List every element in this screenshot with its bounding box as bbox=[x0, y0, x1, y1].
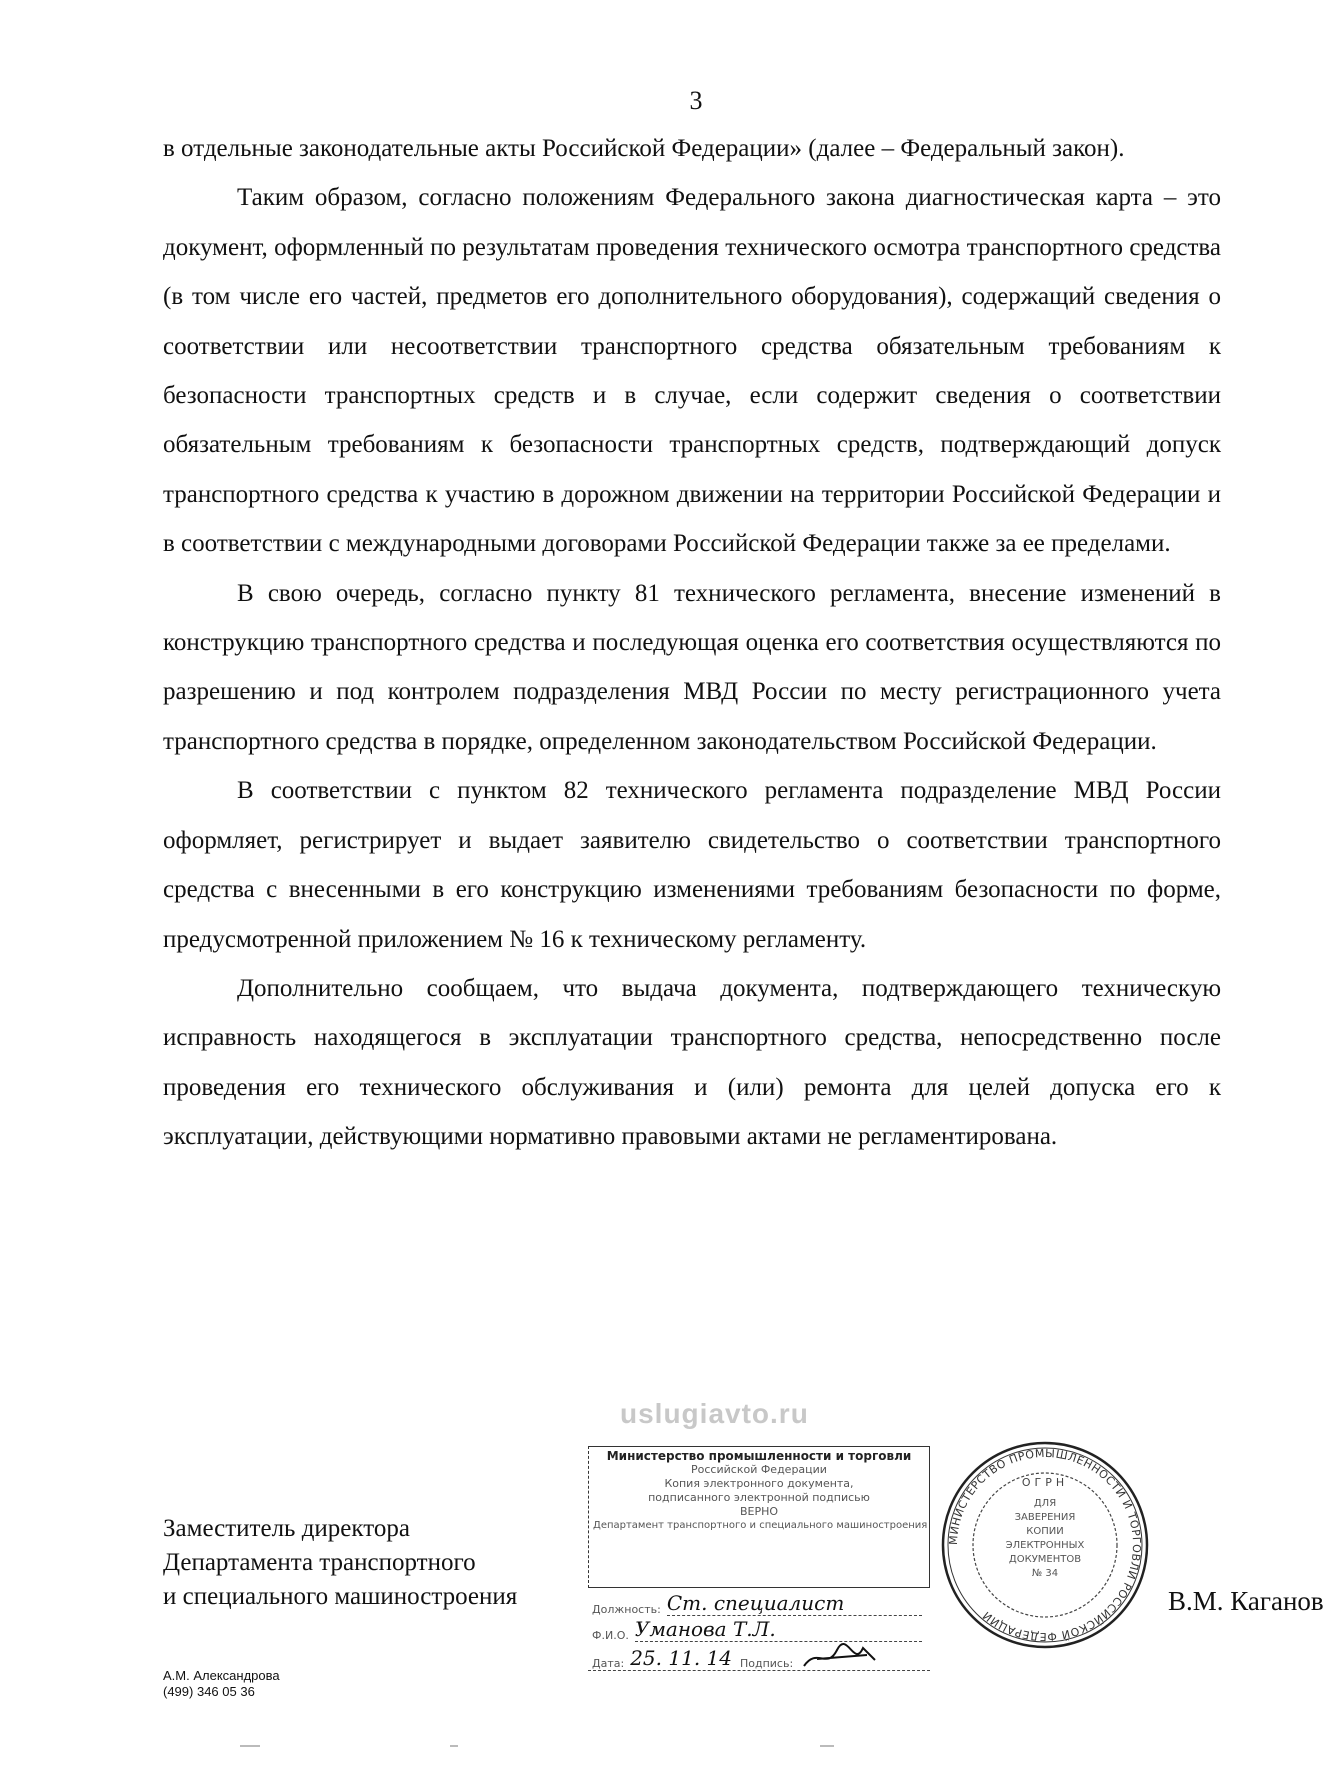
scan-artifact bbox=[820, 1745, 834, 1747]
stamp-date-label: Дата: bbox=[592, 1657, 625, 1670]
handwritten-signature-icon bbox=[799, 1642, 879, 1670]
stamp-name-value: Уманова Т.Л. bbox=[635, 1617, 922, 1642]
stamp-position-row bbox=[588, 1590, 930, 1616]
letter-body bbox=[163, 124, 1221, 1162]
paragraph-additional-info: Дополнительно сообщаем, что выдача документа, подтверждающего техническую исправность находящегося в эксплуатации транспортного средства, непосредственно после проведения его технического обслуживания и (или) ремонта для целей допуска его к эксплуатации, действующими нормативно правовыми актами не регламентирована. bbox=[163, 974, 1221, 1151]
stamp-name-row bbox=[588, 1616, 930, 1642]
seal-inner-line: № 34 bbox=[1031, 1568, 1059, 1579]
signer-position-line: Заместитель директора bbox=[163, 1515, 410, 1542]
stamp-position-value: Ст. специалист bbox=[667, 1591, 922, 1616]
stamp-department: Департамент транспортного и специального машиностроения bbox=[593, 1520, 928, 1531]
copy-certification-stamp bbox=[588, 1446, 930, 1588]
stamp-title: Министерство промышленности и торговли bbox=[606, 1449, 912, 1463]
paragraph-point-82: В соответствии с пунктом 82 технического регламента подразделение МВД России оформляет, регистрирует и выдает заявителю свидетельство о соответствии транспортного средства с внесенными в его конструкцию изменениями требованиям безопасности по форме, предусмотренной приложением № 16 к техническому регламенту. bbox=[163, 777, 1221, 953]
scan-artifact bbox=[240, 1745, 260, 1747]
executor-info bbox=[163, 1668, 280, 1700]
page-number: 3 bbox=[689, 86, 703, 115]
seal-inner-line: ДЛЯ bbox=[1033, 1498, 1057, 1509]
paragraph-continuation: в отдельные законодательные акты Российской Федерации» (далее – Федеральный закон). bbox=[163, 135, 1125, 162]
seal-inner-line: ЭЛЕКТРОННЫХ bbox=[1005, 1540, 1085, 1551]
stamp-line: подписанного электронной подписью bbox=[648, 1491, 870, 1504]
seal-inner-line: ЗАВЕРЕНИЯ bbox=[1014, 1512, 1076, 1523]
executor-name: А.М. Александрова bbox=[163, 1668, 280, 1683]
signature-block bbox=[163, 1512, 517, 1614]
paragraph-point-81: В свою очередь, согласно пункту 81 технического регламента, внесение изменений в конструкцию транспортного средства и последующая оценка его соответствия осуществляются по разрешению и под контролем подразделения МВД России по месту регистрационного учета транспортного средства в порядке, определенном законодательством Российской Федерации. bbox=[163, 579, 1221, 755]
stamp-name-label: Ф.И.О. bbox=[592, 1629, 629, 1642]
signer-name: В.М. Каганов bbox=[1168, 1586, 1324, 1616]
seal-inner-line: КОПИИ bbox=[1026, 1526, 1064, 1537]
stamp-signature-label: Подпись: bbox=[739, 1657, 794, 1670]
signer-position-line: Департамента транспортного bbox=[163, 1549, 476, 1576]
stamp-line: ВЕРНО bbox=[739, 1505, 779, 1518]
stamp-position-label: Должность: bbox=[592, 1603, 661, 1616]
stamp-line: Копия электронного документа, bbox=[664, 1477, 854, 1490]
scan-artifact bbox=[450, 1745, 458, 1747]
watermark: uslugiavto.ru bbox=[620, 1398, 809, 1429]
seal-inner-line: ДОКУМЕНТОВ bbox=[1008, 1554, 1082, 1565]
paragraph-diagnostic-card: Таким образом, согласно положениям Федерального закона диагностическая карта – это документ, оформленный по результатам проведения технического осмотра транспортного средства (в том числе его частей, предметов его дополнительного оборудования), содержащий сведения о соответствии или несоответствии транспортного средства обязательным требованиям к безопасности транспортных средств и в случае, если содержит сведения о соответствии обязательным требованиям к безопасности транспортных средств, подтверждающий допуск транспортного средства к участию в дорожном движении на территории Российской Федерации и в соответствии с международными договорами Российской Федерации также за ее пределами. bbox=[163, 184, 1221, 558]
seal-inner-text bbox=[995, 1497, 1095, 1581]
executor-phone: (499) 346 05 36 bbox=[163, 1684, 255, 1699]
stamp-date-row bbox=[588, 1642, 930, 1671]
stamp-date-value: 25. 11. 14 bbox=[630, 1646, 732, 1670]
stamp-line: Российской Федерации bbox=[691, 1463, 827, 1476]
seal-outer-text: МИНИСТЕРСТВО ПРОМЫШЛЕННОСТИ И ТОРГОВЛИ РОССИЙСКОЙ ФЕДЕРАЦИИ bbox=[946, 1446, 1144, 1644]
signer-position-line: и специального машиностроения bbox=[163, 1583, 518, 1610]
seal-ogrn-label: ОГРН bbox=[1021, 1476, 1069, 1489]
stamp-fields bbox=[588, 1590, 930, 1671]
